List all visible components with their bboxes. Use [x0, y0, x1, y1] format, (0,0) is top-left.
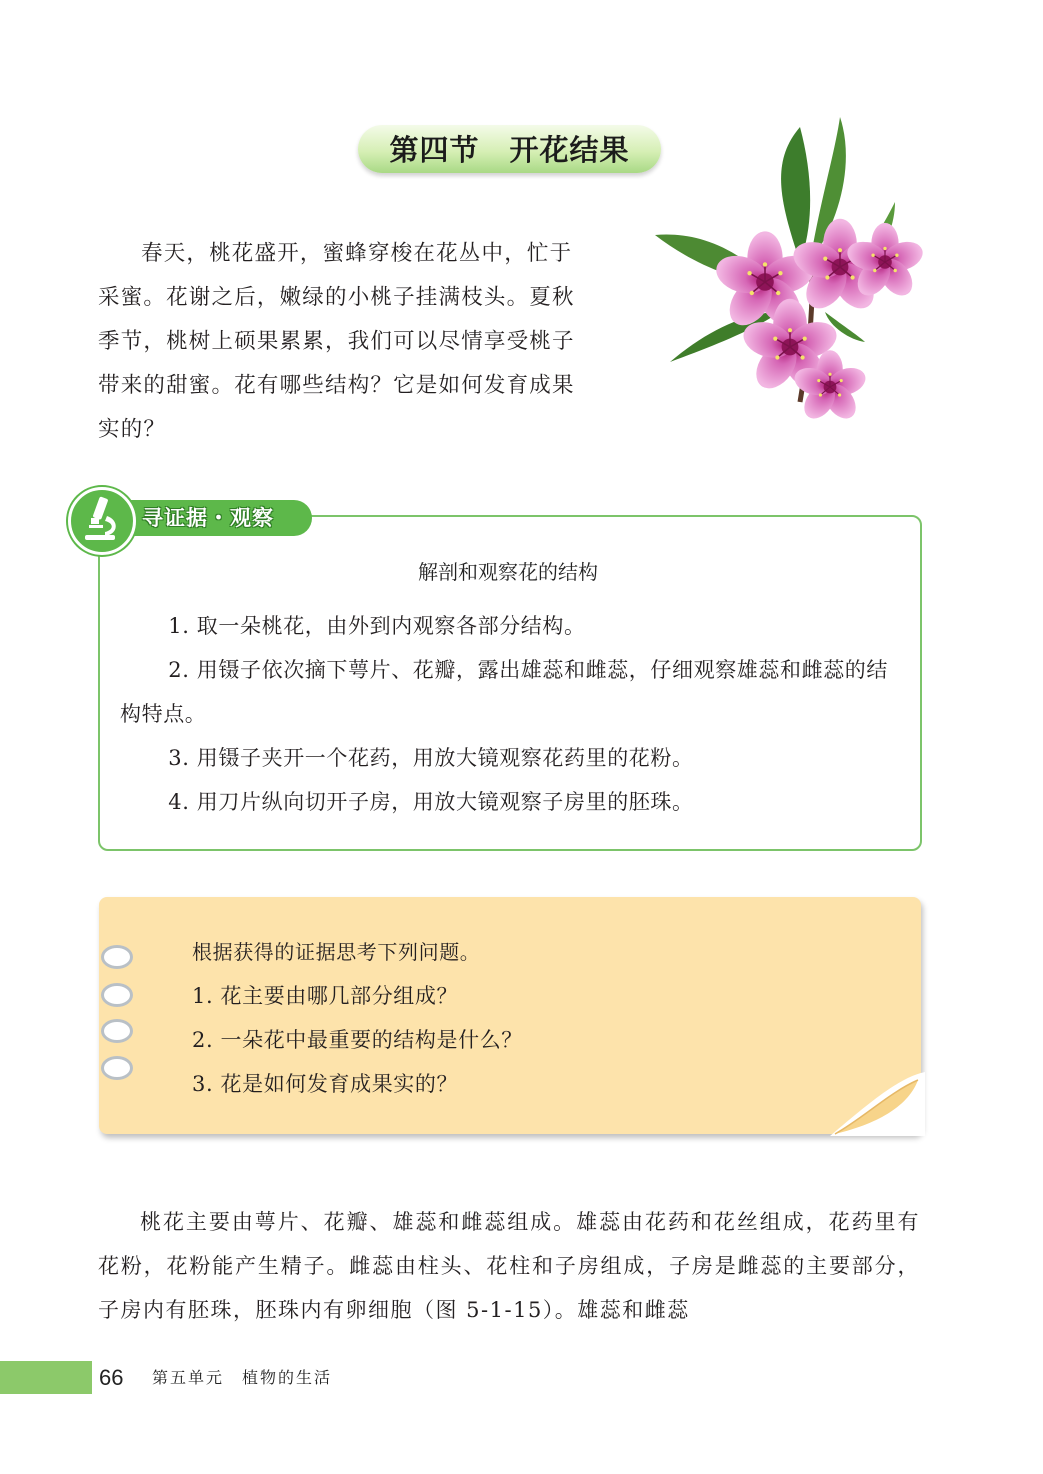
body-text: 桃花主要由萼片、花瓣、雄蕊和雌蕊组成。雄蕊由花药和花丝组成，花药里有花粉，花粉能产生精子。雌蕊由柱头、花柱和子房组成，子房是雌蕊的主要部分，子房内有胚珠，胚珠内有卵细胞（图 5-1-15）。雄蕊和雌蕊	[98, 1210, 920, 1322]
observation-heading: 解剖和观察花的结构	[418, 560, 598, 584]
observation-step: 3. 用镊子夹开一个花药，用放大镜观察花药里的花粉。	[168, 746, 694, 770]
observation-tab-label: 寻证据・观察	[142, 506, 274, 530]
body-paragraph	[98, 1200, 920, 1332]
unit-title: 第五单元 植物的生活	[152, 1368, 333, 1387]
question-item: 1. 花主要由哪几部分组成？	[192, 984, 459, 1008]
page-curl-corner	[830, 1072, 925, 1136]
intro-text: 春天，桃花盛开，蜜蜂穿梭在花丛中，忙于采蜜。花谢之后，嫩绿的小桃子挂满枝头。夏秋季节，桃树上硕果累累，我们可以尽情享受桃子带来的甜蜜。花有哪些结构？它是如何发育成果实的？	[98, 241, 575, 442]
observation-step: 4. 用刀片纵向切开子房，用放大镜观察子房里的胚珠。	[168, 790, 694, 814]
section-title: 第四节 开花结果	[389, 133, 630, 167]
page-number: 66	[99, 1365, 124, 1390]
peach-blossom-illustration	[650, 112, 925, 422]
observation-step: 2. 用镊子依次摘下萼片、花瓣，露出雄蕊和雌蕊，仔细观察雄蕊和雌蕊的结构特点。	[120, 658, 889, 726]
question-item: 3. 花是如何发育成果实的？	[192, 1072, 459, 1096]
binder-ring	[101, 1056, 133, 1080]
question-item: 2. 一朵花中最重要的结构是什么？	[192, 1028, 523, 1052]
footer-bar	[0, 1361, 92, 1394]
binder-ring	[101, 983, 133, 1007]
observation-step: 1. 取一朵桃花，由外到内观察各部分结构。	[168, 614, 586, 638]
binder-ring	[101, 945, 133, 969]
microscope-icon	[77, 494, 123, 544]
intro-paragraph	[98, 232, 588, 452]
questions-heading: 根据获得的证据思考下列问题。	[192, 940, 481, 964]
observation-steps	[120, 604, 900, 824]
questions-list	[192, 930, 842, 1106]
binder-ring	[101, 1019, 133, 1043]
